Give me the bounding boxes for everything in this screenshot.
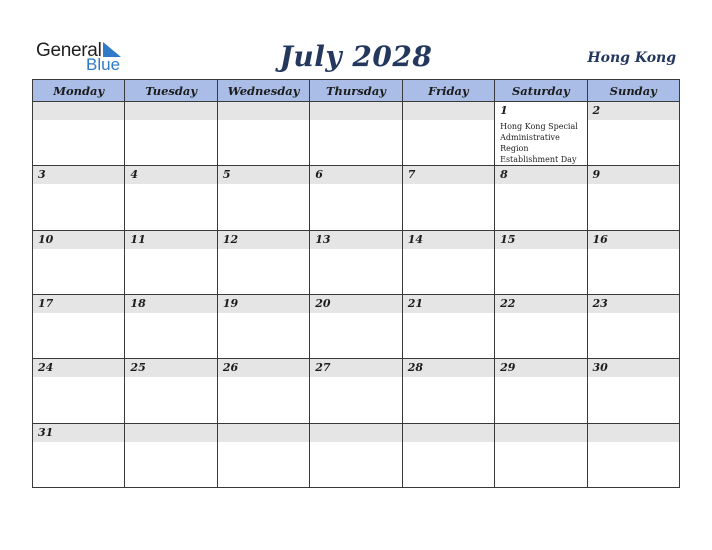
day-cell <box>402 102 494 166</box>
week-row <box>33 166 680 230</box>
day-cell <box>495 423 587 487</box>
calendar-grid <box>32 79 680 488</box>
day-cell <box>33 359 125 423</box>
day-number: 18 <box>130 296 146 310</box>
day-cell <box>402 294 494 358</box>
day-cell <box>495 359 587 423</box>
day-number-bar <box>218 166 309 184</box>
day-cell <box>310 230 402 294</box>
week-row <box>33 230 680 294</box>
day-number: 28 <box>407 361 423 375</box>
day-number-bar <box>310 102 401 120</box>
day-cell <box>402 166 494 230</box>
day-cell <box>125 294 217 358</box>
day-number-bar <box>125 231 216 249</box>
day-cell <box>495 230 587 294</box>
day-cell <box>587 230 679 294</box>
day-number-bar <box>403 166 494 184</box>
day-number-bar <box>588 295 679 313</box>
day-cell <box>310 359 402 423</box>
day-number-bar <box>125 424 216 442</box>
day-number-bar <box>403 359 494 377</box>
logo-general-text: General <box>36 40 102 61</box>
day-number-bar <box>495 359 586 377</box>
day-cell <box>402 230 494 294</box>
day-cell <box>125 166 217 230</box>
day-cell <box>125 359 217 423</box>
day-number: 26 <box>222 361 239 375</box>
day-number-bar <box>218 231 309 249</box>
day-cell <box>587 294 679 358</box>
day-number: 21 <box>407 296 423 310</box>
day-cell <box>125 423 217 487</box>
region-label: Hong Kong <box>587 50 676 66</box>
weekday-header: Saturday <box>495 80 587 102</box>
day-number: 7 <box>407 168 416 182</box>
day-number-bar <box>495 166 586 184</box>
day-number: 6 <box>315 168 323 182</box>
day-number: 4 <box>130 168 139 182</box>
day-number-bar <box>33 166 124 184</box>
day-number-bar <box>588 166 679 184</box>
day-number-bar <box>495 424 586 442</box>
day-number-bar <box>218 102 309 120</box>
day-cell <box>587 102 679 166</box>
week-row <box>33 423 680 487</box>
week-row <box>33 294 680 358</box>
day-number: 23 <box>592 296 608 310</box>
day-number-bar <box>588 359 679 377</box>
weekday-header: Tuesday <box>125 80 217 102</box>
day-cell <box>310 102 402 166</box>
day-number: 1 <box>500 104 508 117</box>
weekday-header: Sunday <box>587 80 679 102</box>
logo-blue-text: Blue <box>86 55 121 74</box>
day-number-bar <box>495 295 586 313</box>
day-number-bar <box>33 102 124 120</box>
day-number-bar <box>310 359 401 377</box>
weekday-header: Friday <box>402 80 494 102</box>
weekday-header: Wednesday <box>217 80 309 102</box>
day-number: 31 <box>38 425 54 439</box>
day-cell <box>217 230 309 294</box>
day-cell <box>587 423 679 487</box>
day-cell <box>125 230 217 294</box>
day-cell <box>310 294 402 358</box>
week-row <box>33 102 680 166</box>
calendar-title: July 2028 <box>279 40 433 73</box>
day-number: 12 <box>222 232 239 246</box>
day-cell <box>33 230 125 294</box>
day-number: 30 <box>592 361 608 375</box>
day-cell <box>402 423 494 487</box>
day-number: 14 <box>407 232 423 246</box>
day-number-bar <box>218 359 309 377</box>
day-number-bar <box>403 231 494 249</box>
day-cell <box>495 294 587 358</box>
day-number-bar <box>33 231 124 249</box>
weekday-header: Monday <box>33 80 125 102</box>
week-row <box>33 359 680 423</box>
day-cell <box>495 166 587 230</box>
day-cell <box>402 359 494 423</box>
day-number-bar <box>310 295 401 313</box>
day-cell <box>33 166 125 230</box>
day-number-bar <box>125 102 216 120</box>
day-cell <box>217 294 309 358</box>
day-number: 11 <box>130 232 146 246</box>
day-number-bar <box>588 102 679 120</box>
day-number-bar <box>125 359 216 377</box>
day-number: 5 <box>222 168 231 182</box>
day-cell <box>495 102 587 166</box>
day-number: 27 <box>315 361 331 375</box>
day-number: 9 <box>592 168 601 182</box>
day-cell <box>310 423 402 487</box>
day-number: 16 <box>592 232 608 246</box>
day-number: 13 <box>315 232 331 246</box>
day-cell <box>125 102 217 166</box>
day-number-bar <box>33 295 124 313</box>
day-number-bar <box>495 231 586 249</box>
day-cell <box>217 166 309 230</box>
day-number-bar <box>403 295 494 313</box>
day-cell <box>33 102 125 166</box>
day-number-bar <box>310 166 401 184</box>
day-number: 24 <box>38 361 54 375</box>
day-cell <box>217 359 309 423</box>
day-cell <box>587 359 679 423</box>
day-number-bar <box>495 102 586 120</box>
day-number: 22 <box>500 296 516 310</box>
day-number-bar <box>588 424 679 442</box>
day-cell <box>33 423 125 487</box>
day-number-bar <box>310 231 401 249</box>
day-number-bar <box>125 295 216 313</box>
day-number: 3 <box>38 168 46 182</box>
day-number: 29 <box>500 361 516 375</box>
day-number-bar <box>310 424 401 442</box>
day-cell <box>310 166 402 230</box>
day-cell <box>587 166 679 230</box>
day-number: 15 <box>500 232 516 246</box>
day-number: 8 <box>500 168 508 182</box>
day-number-bar <box>218 424 309 442</box>
holiday-event: Hong Kong Special Administrative Region Establishment Day <box>500 122 578 164</box>
day-number-bar <box>403 424 494 442</box>
day-cell <box>33 294 125 358</box>
day-number-bar <box>403 102 494 120</box>
day-number: 10 <box>38 232 54 246</box>
day-number-bar <box>33 359 124 377</box>
weekday-header-row <box>33 80 680 102</box>
day-number-bar <box>588 231 679 249</box>
day-number-bar <box>33 424 124 442</box>
day-number-bar <box>218 295 309 313</box>
weekday-header: Thursday <box>310 80 402 102</box>
day-cell <box>217 102 309 166</box>
day-cell <box>217 423 309 487</box>
day-number-bar <box>125 166 216 184</box>
day-number: 17 <box>38 296 54 310</box>
day-number: 20 <box>315 296 331 310</box>
day-number: 2 <box>592 104 601 117</box>
day-number: 25 <box>130 361 146 375</box>
day-number: 19 <box>222 296 239 310</box>
